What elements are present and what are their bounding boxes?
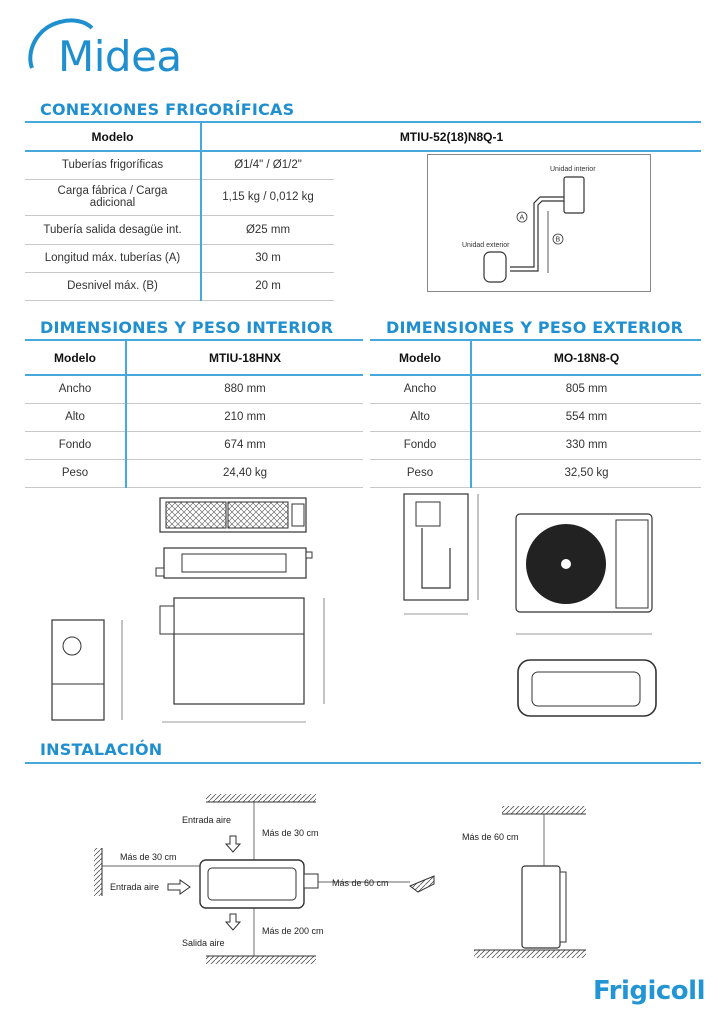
midea-logo (22, 14, 202, 84)
row-label: Fondo (370, 431, 471, 459)
row-label: Tuberías frigoríficas (25, 151, 201, 179)
row-value: 805 mm (471, 375, 701, 403)
outdoor-unit-shape (522, 866, 560, 948)
indoor-installation-clearance-diagram (90, 790, 450, 970)
outdoor-front-view (516, 514, 652, 634)
row-value: Ø1/4" / Ø1/2" (201, 151, 334, 179)
row-value: Ø25 mm (201, 215, 334, 244)
row-value: 674 mm (126, 431, 363, 459)
row-value: 554 mm (471, 403, 701, 431)
table-row (25, 431, 363, 459)
row-label: Tubería salida desagüe int. (25, 215, 201, 244)
table-row (370, 403, 701, 431)
row-value: 30 m (201, 244, 334, 272)
outdoor-unit-technical-drawings (398, 488, 668, 720)
outdoor-installation-clearance-diagram (460, 800, 590, 968)
row-value: 210 mm (126, 403, 363, 431)
floor-hatch (206, 956, 316, 964)
indoor-unit-shape (564, 177, 584, 213)
outdoor-side-view (404, 494, 478, 614)
row-label: Fondo (25, 431, 126, 459)
air-inlet-arrow-icon (226, 836, 240, 852)
row-label: Peso (370, 459, 471, 487)
table-row (370, 375, 701, 403)
label-unidad-interior: Unidad interior (550, 166, 596, 173)
row-value: 1,15 kg / 0,012 kg (201, 179, 334, 215)
label-unidad-exterior: Unidad exterior (462, 242, 510, 249)
indoor-top-view (160, 498, 306, 532)
midea-logo-text: Midea (58, 32, 182, 81)
label-mas-200: Más de 200 cm (262, 926, 324, 936)
indoor-unit-technical-drawings (40, 494, 330, 730)
row-label: Ancho (25, 375, 126, 403)
frigicoll-logo: Frigicoll (593, 976, 705, 1006)
section-title-dim-interior: DIMENSIONES Y PESO INTERIOR (40, 318, 334, 337)
row-value: 32,50 kg (471, 459, 701, 487)
left-wall-hatch (94, 848, 102, 896)
ceiling-hatch (206, 794, 316, 802)
conexiones-header-label: Modelo (25, 123, 201, 151)
row-label: Peso (25, 459, 126, 487)
label-entrada-aire-left: Entrada aire (110, 882, 160, 892)
wall-hatch (502, 806, 586, 814)
section-title-dim-exterior: DIMENSIONES Y PESO EXTERIOR (386, 318, 684, 337)
label-salida-aire: Salida aire (182, 938, 225, 948)
ground-hatch (474, 950, 586, 958)
table-row (25, 459, 363, 487)
air-inlet-arrow-icon (168, 880, 190, 894)
svg-text:A: A (519, 214, 525, 222)
table-row (370, 431, 701, 459)
row-label: Alto (370, 403, 471, 431)
row-value: 24,40 kg (126, 459, 363, 487)
row-label: Alto (25, 403, 126, 431)
outdoor-unit-shape (484, 252, 506, 282)
label-mas-60-right: Más de 60 cm (332, 878, 389, 888)
table-row (25, 403, 363, 431)
conexiones-header-model: MTIU-52(18)N8Q-1 (201, 123, 701, 151)
svg-text:B: B (555, 236, 561, 244)
outdoor-top-view (518, 660, 656, 716)
right-wall-hatch (410, 876, 434, 892)
table-row (25, 375, 363, 403)
label-entrada-aire-top: Entrada aire (182, 815, 232, 825)
label-mas-30-left: Más de 30 cm (120, 852, 177, 862)
piping-diagram (427, 154, 651, 292)
label-mas-30-top: Más de 30 cm (262, 828, 319, 838)
row-label: Ancho (370, 375, 471, 403)
pipe-line (510, 197, 564, 267)
row-value: 330 mm (471, 431, 701, 459)
indoor-side-view (52, 620, 122, 720)
table-row (370, 459, 701, 487)
interior-header-label: Modelo (25, 341, 126, 375)
section-title-instalacion: INSTALACIÓN (40, 740, 163, 759)
row-value: 20 m (201, 272, 334, 300)
label-mas-60-outdoor: Más de 60 cm (462, 832, 519, 842)
air-outlet-arrow-icon (226, 914, 240, 930)
row-label: Longitud máx. tuberías (A) (25, 244, 201, 272)
exterior-header-label: Modelo (370, 341, 471, 375)
interior-table (25, 341, 363, 488)
row-label: Carga fábrica / Carga adicional (25, 179, 201, 215)
row-value: 880 mm (126, 375, 363, 403)
exterior-header-model: MO-18N8-Q (471, 341, 701, 375)
exterior-table (370, 341, 701, 488)
indoor-front-view (156, 548, 312, 578)
section-rule (25, 762, 701, 764)
interior-header-model: MTIU-18HNX (126, 341, 363, 375)
row-label: Desnivel máx. (B) (25, 272, 201, 300)
section-title-conexiones: CONEXIONES FRIGORÍFICAS (40, 100, 295, 119)
indoor-plan-view (160, 598, 324, 722)
